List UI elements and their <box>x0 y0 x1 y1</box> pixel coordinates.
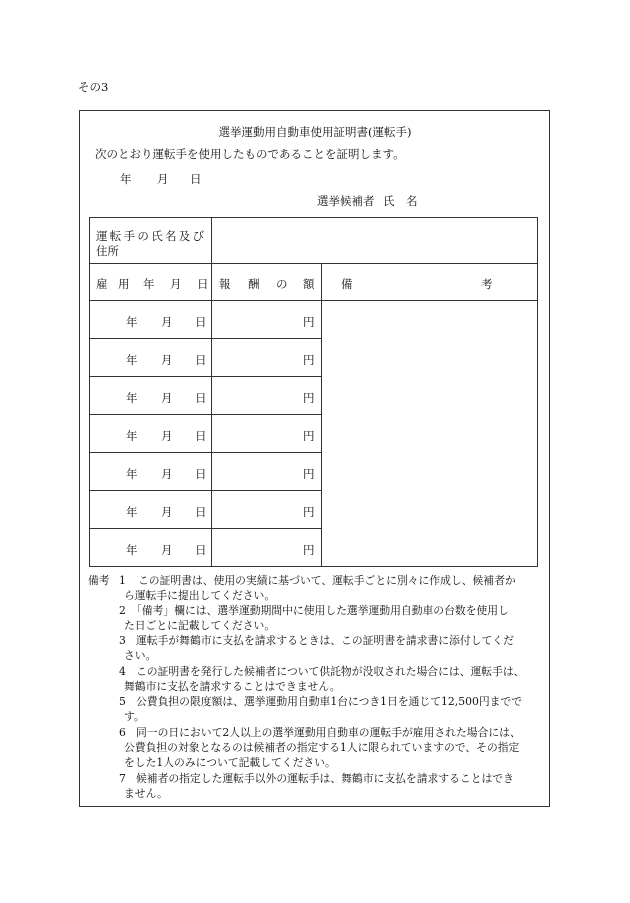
row-month-label: 月 <box>161 505 173 519</box>
header-char: 備 <box>341 277 353 291</box>
row-yen-label: 円 <box>303 315 315 329</box>
row-year-label: 年 <box>126 353 138 367</box>
row-yen-label: 円 <box>303 543 315 557</box>
candidate-label: 選挙候補者 <box>317 194 375 208</box>
notes-label: 備考 <box>88 574 110 587</box>
row-month-label: 月 <box>161 467 173 481</box>
row-year-label: 年 <box>126 429 138 443</box>
note-line: 公費負担の対象となるのは候補者の指定する1人に限られていますので、その指定 <box>124 741 520 754</box>
table-line <box>89 376 321 377</box>
header-char: 年 <box>143 277 155 291</box>
note-line: 「備考」欄には、選挙運動期間中に使用した選挙運動用自動車の台数を使用し <box>131 604 509 617</box>
table-line <box>89 414 321 415</box>
row-year-label: 年 <box>126 391 138 405</box>
row-day-label: 日 <box>195 467 207 481</box>
table-line <box>89 528 321 529</box>
candidate-name-label: 氏 名 <box>383 194 418 208</box>
note-number: 6 <box>119 726 126 739</box>
row-year-label: 年 <box>126 543 138 557</box>
date-day-label: 日 <box>190 172 202 186</box>
row-day-label: 日 <box>195 391 207 405</box>
table-line <box>321 263 322 566</box>
note-line: す。 <box>124 710 145 723</box>
note-line: この証明書を発行した候補者について供託物が没収された場合には、運転手は、 <box>136 665 525 678</box>
note-line: をした1人のみについて記載してください。 <box>124 756 336 769</box>
header-char: 考 <box>481 277 493 291</box>
row-day-label: 日 <box>195 429 207 443</box>
table-line <box>89 452 321 453</box>
row-month-label: 月 <box>161 429 173 443</box>
row-yen-label: 円 <box>303 391 315 405</box>
section-label: その3 <box>78 80 109 94</box>
row-yen-label: 円 <box>303 467 315 481</box>
note-line: さい。 <box>124 649 157 662</box>
note-number: 2 <box>119 604 126 617</box>
certification-statement: 次のとおり運転手を使用したものであることを証明します。 <box>95 147 405 161</box>
row-yen-label: 円 <box>303 429 315 443</box>
table-line <box>89 338 321 339</box>
table-line <box>89 217 90 566</box>
row-year-label: 年 <box>126 467 138 481</box>
table-line <box>89 300 538 301</box>
note-line: ません。 <box>124 787 168 800</box>
table-line <box>89 263 538 264</box>
note-number: 3 <box>119 634 126 647</box>
note-line: この証明書は、使用の実績に基づいて、運転手ごとに別々に作成し、候補者か <box>138 574 516 587</box>
table-line <box>89 217 538 218</box>
note-line: 公費負担の限度額は、選挙運動用自動車1台につき1日を通じて12,500円までで <box>136 695 523 708</box>
note-number: 5 <box>119 695 126 708</box>
driver-name-address-label: 運転手の氏名及び <box>96 229 207 243</box>
note-number: 4 <box>119 665 126 678</box>
header-char: の <box>276 277 288 291</box>
note-number: 7 <box>119 772 126 785</box>
table-line <box>89 566 538 567</box>
header-char: 日 <box>197 277 209 291</box>
header-char: 用 <box>118 277 130 291</box>
date-month-label: 月 <box>157 172 169 186</box>
note-line: 舞鶴市に支払を請求することはできません。 <box>124 680 341 693</box>
row-day-label: 日 <box>195 505 207 519</box>
note-line: ら運転手に提出してください。 <box>124 589 276 602</box>
date-year-label: 年 <box>120 172 132 186</box>
row-yen-label: 円 <box>303 505 315 519</box>
row-year-label: 年 <box>126 315 138 329</box>
table-line <box>89 490 321 491</box>
header-char: 額 <box>303 277 315 291</box>
note-number: 1 <box>119 574 126 587</box>
row-yen-label: 円 <box>303 353 315 367</box>
row-day-label: 日 <box>195 543 207 557</box>
header-char: 雇 <box>96 277 108 291</box>
row-day-label: 日 <box>195 315 207 329</box>
row-month-label: 月 <box>161 543 173 557</box>
note-line: 運転手が舞鶴市に支払を請求するときは、この証明書を請求書に添付してくだ <box>136 634 514 647</box>
header-char: 酬 <box>248 277 260 291</box>
row-month-label: 月 <box>161 315 173 329</box>
note-line: 候補者の指定した運転手以外の運転手は、舞鶴市に支払を請求することはでき <box>136 772 514 785</box>
table-line <box>211 217 212 566</box>
driver-name-address-label-cont: 住所 <box>96 244 119 258</box>
note-line: た日ごとに記載してください。 <box>124 619 276 632</box>
header-char: 月 <box>170 277 182 291</box>
header-char: 報 <box>219 277 231 291</box>
table-line <box>537 217 538 566</box>
note-line: 同一の日において2人以上の選挙運動用自動車の運転手が雇用された場合には、 <box>136 726 521 739</box>
row-month-label: 月 <box>161 353 173 367</box>
row-year-label: 年 <box>126 505 138 519</box>
row-day-label: 日 <box>195 353 207 367</box>
row-month-label: 月 <box>161 391 173 405</box>
document-title: 選挙運動用自動車使用証明書(運転手) <box>218 125 412 139</box>
